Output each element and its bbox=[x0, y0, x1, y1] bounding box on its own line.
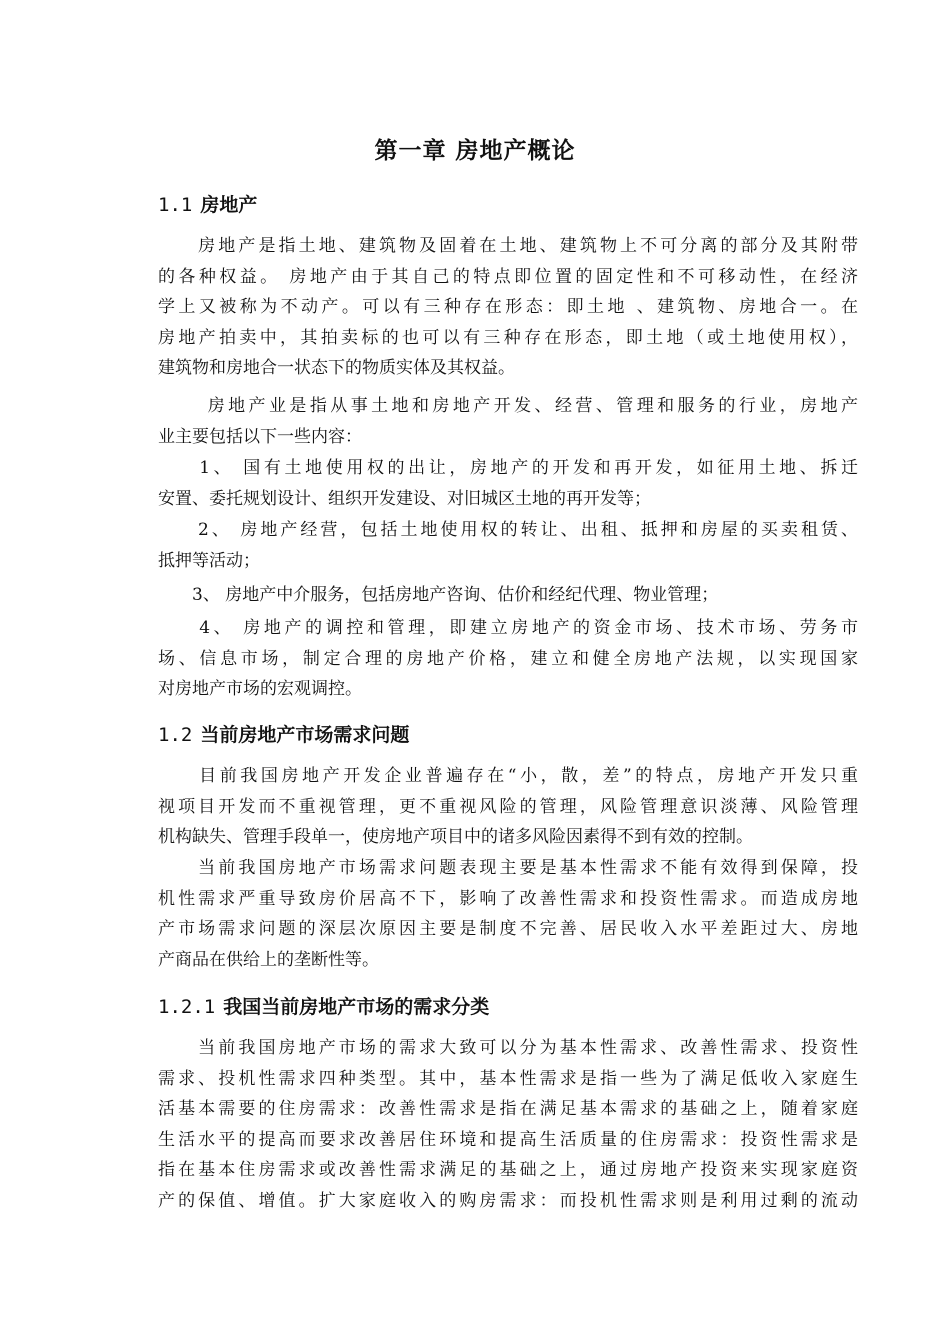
section-heading-1-1 bbox=[158, 190, 257, 217]
text-line: 抵押等活动； bbox=[158, 550, 260, 571]
paragraph-developer-issues bbox=[158, 761, 858, 853]
text-line: 当前我国房地产市场的需求大致可以分为基本性需求、改善性需求、投资性 bbox=[158, 1038, 858, 1058]
list-item-3 bbox=[158, 580, 858, 611]
text-line: 机性需求严重导致房价居高不下，影响了改善性需求和投资性需求。而造成房地 bbox=[158, 888, 858, 909]
text-line: 对房地产市场的宏观调控。 bbox=[158, 679, 362, 699]
section-title: 房地产 bbox=[200, 194, 258, 216]
paragraph-demand-problems bbox=[158, 853, 858, 975]
paragraph-real-estate-industry bbox=[158, 391, 858, 452]
text-line: 产的保值、增值。扩大家庭收入的购房需求：而投机性需求则是利用过剩的流动 bbox=[158, 1190, 858, 1211]
text-line: 房地产业是指从事土地和房地产开发、经营、管理和服务的行业，房地产 bbox=[158, 396, 858, 416]
text-line: 产商品在供给上的垄断性等。 bbox=[158, 949, 379, 970]
text-line: 学上又被称为不动产。可以有三种存在形态：即土地 、建筑物、房地合一。在 bbox=[158, 297, 858, 317]
text-line: 活基本需要的住房需求：改善性需求是指在满足基本需求的基础之上，随着家庭 bbox=[158, 1099, 858, 1119]
text-line: 需求、投机性需求四种类型。其中，基本性需求是指一些为了满足低收入家庭生 bbox=[158, 1068, 858, 1089]
paragraph-real-estate-definition bbox=[158, 231, 858, 384]
text-line: 机构缺失、管理手段单一，使房地产项目中的诸多风险因素得不到有效的控制。 bbox=[158, 827, 753, 847]
text-line: 生活水平的提高而要求改善居住环境和提高生活质量的住房需求：投资性需求是 bbox=[158, 1129, 858, 1150]
paragraph-demand-classification bbox=[158, 1033, 858, 1216]
text-line: 业主要包括以下一些内容： bbox=[158, 426, 362, 447]
chapter-title: 第一章 房地产概论 bbox=[374, 137, 576, 164]
text-line: 4、 房地产的调控和管理，即建立房地产的资金市场、技术市场、劳务市 bbox=[158, 618, 858, 638]
section-number: 1.1 bbox=[158, 194, 193, 216]
list-item-4 bbox=[158, 613, 858, 705]
text-line: 1、 国有土地使用权的出让，房地产的开发和再开发，如征用土地、拆迁 bbox=[158, 458, 858, 478]
text-line: 的各种权益。 房地产由于其自己的特点即位置的固定性和不可移动性，在经济 bbox=[158, 266, 858, 287]
section-heading-1-2-1 bbox=[158, 992, 489, 1019]
text-line: 安置、委托规划设计、组织开发建设、对旧城区土地的再开发等； bbox=[158, 488, 651, 509]
text-line: 视项目开发而不重视管理，更不重视风险的管理，风险管理意识淡薄、风险管理 bbox=[158, 796, 858, 817]
section-title: 我国当前房地产市场的需求分类 bbox=[223, 996, 490, 1018]
text-line: 2、 房地产经营，包括土地使用权的转让、出租、抵押和房屋的买卖租赁、 bbox=[158, 520, 858, 540]
list-item-2 bbox=[158, 515, 858, 576]
text-line: 房地产是指土地、建筑物及固着在土地、建筑物上不可分离的部分及其附带 bbox=[158, 236, 858, 256]
text-line: 建筑物和房地合一状态下的物质实体及其权益。 bbox=[158, 358, 515, 378]
section-title: 当前房地产市场需求问题 bbox=[200, 724, 410, 746]
text-line: 场、信息市场，制定合理的房地产价格，建立和健全房地产法规，以实现国家 bbox=[158, 648, 858, 669]
text-line: 3、 房地产中介服务，包括房地产咨询、估价和经纪代理、物业管理； bbox=[158, 585, 719, 605]
section-number: 1.2.1 bbox=[158, 996, 216, 1018]
text-line: 房地产拍卖中，其拍卖标的也可以有三种存在形态，即土地（或土地使用权）， bbox=[158, 327, 858, 348]
section-heading-1-2 bbox=[158, 720, 409, 747]
text-line: 当前我国房地产市场需求问题表现主要是基本性需求不能有效得到保障，投 bbox=[158, 858, 858, 878]
text-line: 指在基本住房需求或改善性需求满足的基础之上，通过房地产投资来实现家庭资 bbox=[158, 1160, 858, 1180]
list-item-1 bbox=[158, 453, 858, 514]
text-line: 产市场需求问题的深层次原因主要是制度不完善、居民收入水平差距过大、房地 bbox=[158, 919, 858, 939]
section-number: 1.2 bbox=[158, 724, 193, 746]
text-line: 目前我国房地产开发企业普遍存在“小，散，差”的特点，房地产开发只重 bbox=[158, 766, 858, 786]
